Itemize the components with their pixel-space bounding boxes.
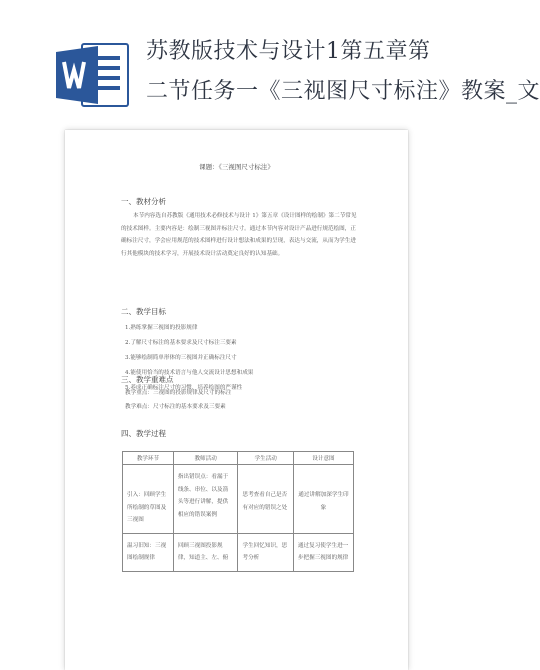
- objective-item: 5.养成正确标注尺寸的习惯，培养绘图的严谨性: [125, 385, 243, 391]
- table-header-cell: 教师活动: [173, 452, 238, 465]
- table-header-cell: 教学环节: [123, 452, 174, 465]
- table-cell: 引入：回顾学生所绘制的草图及三视图: [127, 492, 167, 523]
- lesson-title: 课题：《三视图尺寸标注》: [199, 163, 274, 171]
- table-cell: 通过讲解加深学生印象: [298, 492, 349, 511]
- table-cell: 思考查看自己是否有对应的错误之处: [242, 492, 288, 511]
- section-heading-analysis: 一、教材分析: [121, 197, 166, 206]
- page-title-line-2: 二节任务一《三视图尺寸标注》教案_文: [146, 79, 540, 104]
- table-header-cell: 设计意图: [293, 452, 353, 465]
- key-point-item: 教学重点：三视图的投影规律及尺寸的标注: [125, 390, 232, 396]
- objective-item: 4.能使用恰当的技术语言与他人交流设计思想和成果: [125, 370, 254, 376]
- table-cell: 回顾三视图投影规律，知道主、左、俯: [177, 542, 229, 561]
- page-title-line-1: 苏教版技术与设计1第五章第: [146, 39, 431, 64]
- table-header-cell: 学生活动: [238, 452, 293, 465]
- analysis-paragraph: 本节内容选自苏教版《通用技术必修技术与设计 1》第五章《设计图样的绘制》第二节常见的技术图样。主要内容是：绘制三视图并标注尺寸。通过本节内容对设计产品进行规范绘图，正确标注尺寸，学会应用规范的技术图样进行设计想法和成果的呈现，表达与交流，从而为学生进行其他模块的技术学习，开展技术设计活动奠定良好的认知基础。: [121, 213, 357, 257]
- table-cell: 指出错误点：看漏于线条、串位、以及箭头等进行讲解，提供相应的错误案例: [177, 474, 229, 518]
- objective-item: 3.能够绘制简单形体的三视图并正确标注尺寸: [125, 355, 237, 361]
- objective-item: 2.了解尺寸标注的基本要求及尺寸标注三要素: [125, 340, 237, 346]
- table-cell: 学生回忆知识，思考分析: [242, 542, 288, 561]
- document-header: [0, 0, 540, 125]
- section-heading-process: 四、教学过程: [121, 429, 166, 438]
- table-row: [123, 533, 354, 571]
- word-doc-icon: [52, 40, 138, 110]
- key-point-item: 教学难点：尺寸标注的基本要求及三要素: [125, 404, 226, 410]
- table-row: [123, 465, 354, 534]
- objective-item: 1.熟练掌握三视图的投影规律: [125, 325, 198, 331]
- table-cell: 温习旧知：三视图绘制规律: [127, 542, 167, 561]
- section-heading-key-points: 三、教学重难点: [121, 375, 174, 384]
- teaching-process-table: [122, 451, 354, 572]
- document-page: [65, 130, 408, 670]
- table-cell: 通过复习使学生进一步把握三视图的规律: [297, 542, 349, 561]
- section-heading-objectives: 二、教学目标: [121, 307, 166, 316]
- table-header-row: [123, 452, 354, 465]
